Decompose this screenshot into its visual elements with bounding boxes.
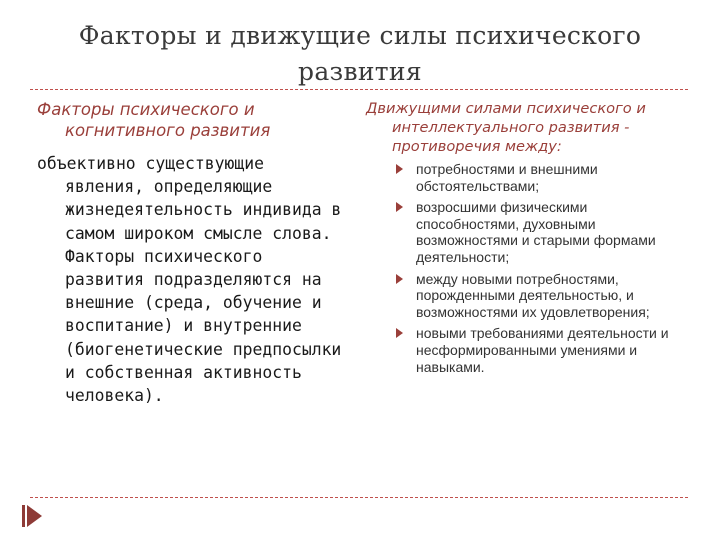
top-divider bbox=[30, 89, 688, 90]
list-item-text: между новыми потребностями, порожденными деятельностью, и возможностями их удовлетворения; bbox=[416, 270, 650, 320]
triangle-bullet-icon bbox=[396, 164, 403, 174]
triangle-bullet-icon bbox=[396, 328, 403, 338]
list-item bbox=[416, 199, 684, 265]
right-column bbox=[366, 99, 684, 380]
left-heading: Факторы психического и когнитивного развития bbox=[37, 100, 271, 140]
nav-bar-decoration bbox=[22, 505, 25, 527]
list-item bbox=[416, 325, 684, 375]
list-item-text: потребностями и внешними обстоятельствами; bbox=[416, 161, 598, 194]
left-body-text: объективно существующие явления, определяющие жизнедеятельность индивида в самом широком смысле слова. Факторы психического развития подразделяются на внешние (среда, обучение и воспитание) и внутренние (биогенетические предпосылки и собственная активность человека). bbox=[37, 154, 342, 406]
driving-forces-list bbox=[366, 161, 684, 375]
next-slide-arrow-icon[interactable] bbox=[27, 505, 42, 527]
list-item-text: возросшими физическими способностями, духовными возможностями и старыми формами деятельности; bbox=[416, 199, 656, 265]
right-heading bbox=[366, 99, 684, 156]
slide-title: Факторы и движущие силы психического развития bbox=[78, 21, 642, 86]
left-column bbox=[37, 99, 347, 407]
list-item bbox=[416, 271, 684, 321]
triangle-bullet-icon bbox=[396, 202, 403, 212]
list-item-text: новыми требованиями деятельности и несформированными умениями и навыками. bbox=[416, 325, 669, 375]
bottom-divider bbox=[30, 497, 688, 498]
right-heading-rest: психического и интеллектуального развития - противоречия между: bbox=[392, 100, 646, 155]
triangle-bullet-icon bbox=[396, 274, 403, 284]
right-heading-emphasis: Движущими силами bbox=[366, 100, 522, 117]
list-item bbox=[416, 161, 684, 194]
